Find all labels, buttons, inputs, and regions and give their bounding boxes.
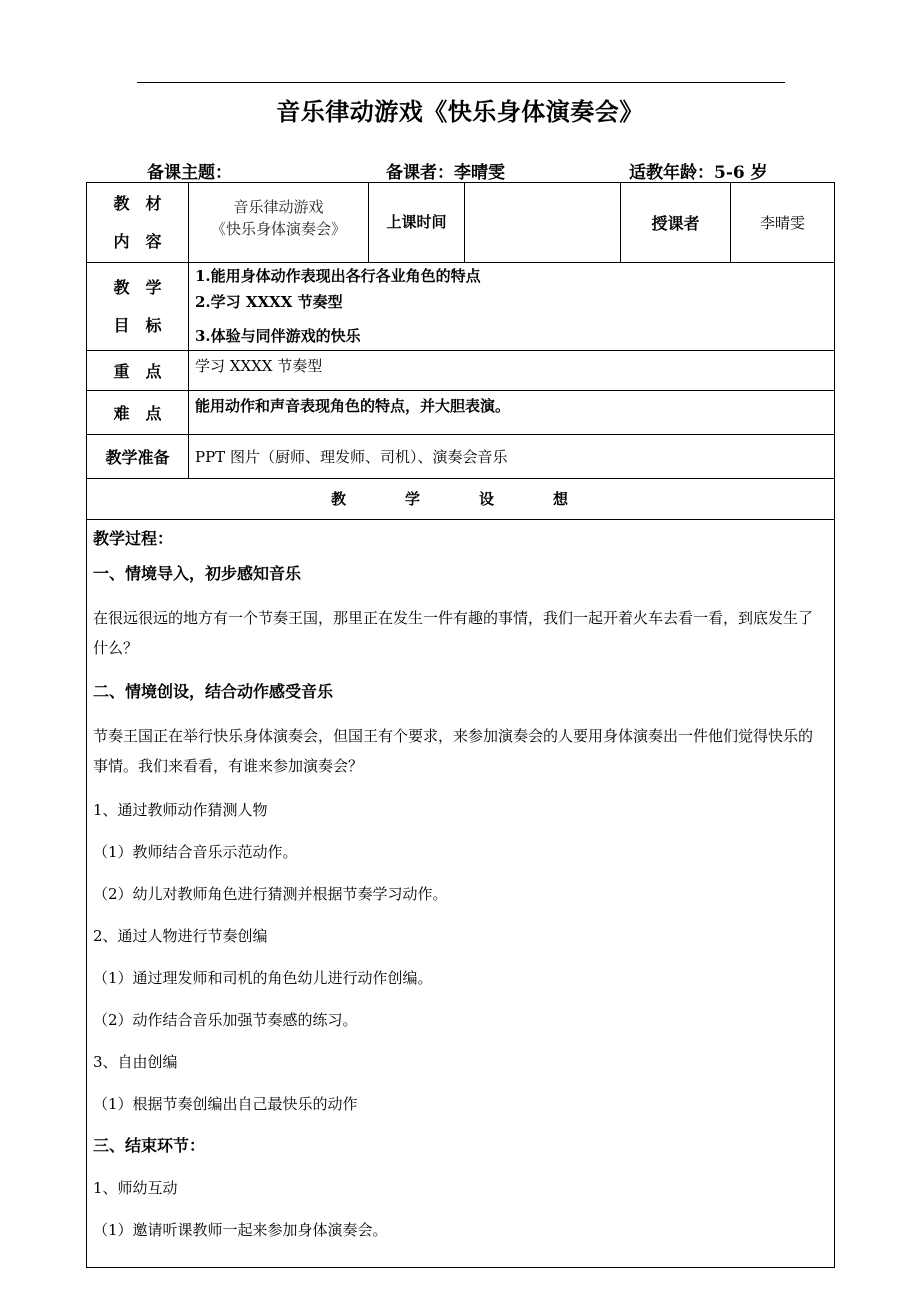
design-row	[87, 479, 835, 520]
page-title: 音乐律动游戏《快乐身体演奏会》	[276, 97, 644, 126]
prep-label: 教学准备	[87, 435, 189, 479]
process-line: 二、情境创设，结合动作感受音乐	[93, 682, 334, 701]
meta-age: 适教年龄：5-6 岁	[629, 163, 768, 183]
instructor-value: 李晴雯	[731, 183, 835, 263]
material-row	[87, 183, 835, 263]
goal-label	[87, 263, 189, 351]
material-value-line-1: 音乐律动游戏	[233, 197, 324, 216]
process-line: （1）通过理发师和司机的角色幼儿进行动作创编。	[93, 969, 433, 987]
difficulty-row	[87, 391, 835, 435]
lesson-plan-table	[86, 182, 835, 1268]
process-line: 节奏王国正在举行快乐身体演奏会，但国王有个要求，来参加演奏会的人要用身体演奏出一件他们觉得快乐的事情。我们来看看，有谁来参加演奏会？	[93, 727, 814, 775]
time-label: 上课时间	[369, 183, 465, 263]
process-row	[87, 520, 835, 1268]
difficulty-label: 难 点	[87, 391, 189, 435]
time-value	[465, 183, 621, 263]
difficulty-value: 能用动作和声音表现角色的特点，并大胆表演。	[189, 391, 835, 435]
process-heading: 教学过程：	[93, 529, 174, 548]
goal-item-2: 2.学习 XXXX 节奏型	[195, 293, 343, 311]
goal-label-line-2: 目 标	[113, 316, 162, 335]
design-label: 教 学 设 想	[87, 479, 835, 520]
process-line: 一、情境导入，初步感知音乐	[93, 564, 302, 583]
process-line: 3、自由创编	[93, 1053, 178, 1071]
process-line: 在很远很远的地方有一个节奏王国，那里正在发生一件有趣的事情，我们一起开着火车去看一看，到底发生了什么？	[93, 609, 814, 657]
instructor-label: 授课者	[621, 183, 731, 263]
process-line: （1）邀请听课教师一起来参加身体演奏会。	[93, 1221, 388, 1239]
process-line: （2）动作结合音乐加强节奏感的练习。	[93, 1011, 358, 1029]
meta-teacher: 备课者：李晴雯	[386, 163, 505, 183]
material-label-line-2: 内 容	[113, 232, 162, 251]
top-rule	[137, 82, 785, 83]
process-line: 三、结束环节：	[93, 1136, 206, 1155]
material-value	[189, 183, 369, 263]
goal-item-3: 3.体验与同伴游戏的快乐	[195, 327, 361, 345]
process-line: 1、师幼互动	[93, 1179, 178, 1197]
goal-label-line-1: 教 学	[113, 278, 162, 297]
prep-row	[87, 435, 835, 479]
process-line: （2）幼儿对教师角色进行猜测并根据节奏学习动作。	[93, 885, 448, 903]
key-label: 重 点	[87, 351, 189, 391]
material-label	[87, 183, 189, 263]
process-content	[87, 520, 835, 1268]
process-line: 2、通过人物进行节奏创编	[93, 927, 268, 945]
meta-subject: 备课主题：	[147, 163, 232, 183]
material-value-line-2: 《快乐身体演奏会》	[210, 219, 346, 238]
prep-value: PPT 图片（厨师、理发师、司机）、演奏会音乐	[189, 435, 835, 479]
process-line: （1）根据节奏创编出自己最快乐的动作	[93, 1095, 358, 1113]
material-label-line-1: 教 材	[113, 194, 162, 213]
key-value: 学习 XXXX 节奏型	[189, 351, 835, 391]
goal-row	[87, 263, 835, 351]
goal-item-1: 1.能用身体动作表现出各行各业角色的特点	[195, 267, 481, 285]
process-line: （1）教师结合音乐示范动作。	[93, 843, 298, 861]
process-line: 1、通过教师动作猜测人物	[93, 801, 268, 819]
goal-value	[189, 263, 835, 351]
process-lines	[93, 561, 826, 1243]
key-row	[87, 351, 835, 391]
